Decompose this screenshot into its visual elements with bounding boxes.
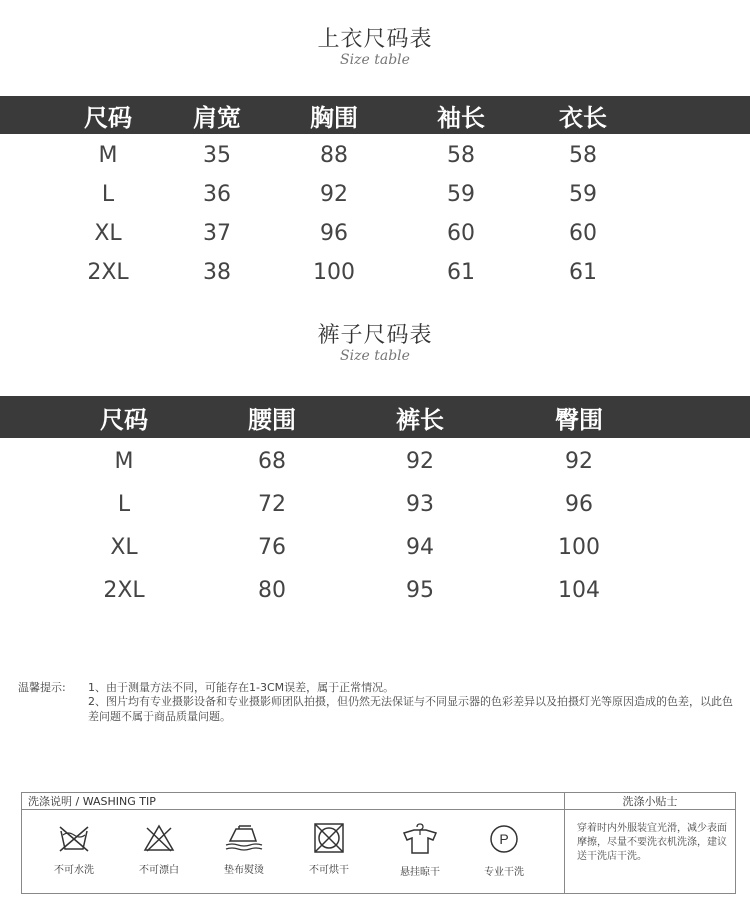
no-wash-icon: [57, 823, 91, 853]
table-cell: 94: [406, 535, 434, 560]
care-item: [380, 823, 460, 878]
table-cell: 59: [447, 182, 475, 207]
care-item: [119, 823, 199, 876]
no-bleach-icon: [142, 823, 176, 853]
svg-text:P: P: [499, 831, 509, 847]
table-cell: 58: [569, 143, 597, 168]
care-item: [464, 823, 544, 878]
care-label: 专业干洗: [484, 867, 524, 878]
no-tumble-dry-icon: [312, 823, 346, 853]
table-cell: 92: [406, 449, 434, 474]
table-cell: 60: [569, 221, 597, 246]
table-cell: 60: [447, 221, 475, 246]
table-cell: 96: [565, 492, 593, 517]
care-label: 不可漂白: [139, 865, 179, 876]
table-cell: 92: [320, 182, 348, 207]
header-waist: 腰围: [248, 405, 296, 434]
table-cell: 58: [447, 143, 475, 168]
table-cell: 92: [565, 449, 593, 474]
table-cell: 2XL: [87, 260, 129, 285]
table-cell: 80: [258, 578, 286, 603]
table-cell: M: [98, 143, 118, 168]
iron-with-cloth-icon: [224, 823, 264, 853]
notes-line-2: 2、图片均有专业摄影设备和专业摄影师团队拍摄，但仍然无法保证与不同显示器的色彩差异以及拍摄灯光等原因造成的色差，以此色差问题不属于商品质量问题。: [88, 695, 733, 723]
hang-dry-icon: [400, 823, 440, 855]
table-cell: 100: [313, 260, 355, 285]
header-shoulder: 肩宽: [193, 103, 241, 132]
top-table-subtitle: Size table: [340, 52, 410, 68]
table-cell: 59: [569, 182, 597, 207]
table-cell: L: [101, 182, 115, 207]
notes-label: 温馨提示:: [18, 681, 66, 694]
table-cell: 76: [258, 535, 286, 560]
washing-header: 洗涤说明 / WASHING TIP: [22, 793, 564, 810]
table-cell: XL: [94, 221, 122, 246]
pants-table-title: 裤子尺码表: [317, 323, 433, 348]
table-cell: M: [114, 449, 134, 474]
table-cell: 36: [203, 182, 231, 207]
header-sleeve: 袖长: [437, 103, 485, 132]
care-item: [34, 823, 114, 876]
table-cell: 38: [203, 260, 231, 285]
table-cell: 95: [406, 578, 434, 603]
top-table-header: [0, 96, 750, 134]
table-cell: 93: [406, 492, 434, 517]
table-cell: 61: [569, 260, 597, 285]
table-cell: 61: [447, 260, 475, 285]
header-size: 尺码: [100, 405, 148, 434]
table-cell: 88: [320, 143, 348, 168]
pants-table-subtitle: Size table: [340, 348, 410, 364]
dry-clean-icon: [487, 823, 521, 855]
care-label: 不可水洗: [54, 865, 94, 876]
header-hip: 臀围: [555, 405, 603, 434]
table-cell: XL: [110, 535, 138, 560]
header-size: 尺码: [84, 103, 132, 132]
table-cell: 100: [558, 535, 600, 560]
notes-line-1: 1、由于测量方法不同，可能存在1-3CM误差，属于正常情况。: [88, 681, 395, 694]
table-cell: 72: [258, 492, 286, 517]
care-label: 垫布熨烫: [224, 865, 264, 876]
care-item: [204, 823, 284, 876]
table-cell: 35: [203, 143, 231, 168]
top-table-title: 上衣尺码表: [317, 27, 433, 52]
header-length: 衣长: [559, 103, 607, 132]
table-cell: L: [117, 492, 131, 517]
care-item: [289, 823, 369, 876]
washing-tips-text: 穿着时内外服装宜光滑，减少表面摩擦，尽量不要洗衣机洗涤，建议送干洗店干洗。: [564, 810, 735, 893]
care-label: 悬挂晾干: [400, 867, 440, 878]
table-cell: 104: [558, 578, 600, 603]
table-cell: 96: [320, 221, 348, 246]
table-cell: 68: [258, 449, 286, 474]
table-cell: 37: [203, 221, 231, 246]
washing-box: [21, 792, 736, 894]
washing-tips-header: 洗涤小贴士: [564, 793, 735, 810]
header-chest: 胸围: [310, 103, 358, 132]
care-label: 不可烘干: [309, 865, 349, 876]
table-cell: 2XL: [103, 578, 145, 603]
header-pants-length: 裤长: [396, 405, 444, 434]
pants-table-header: [0, 396, 750, 438]
